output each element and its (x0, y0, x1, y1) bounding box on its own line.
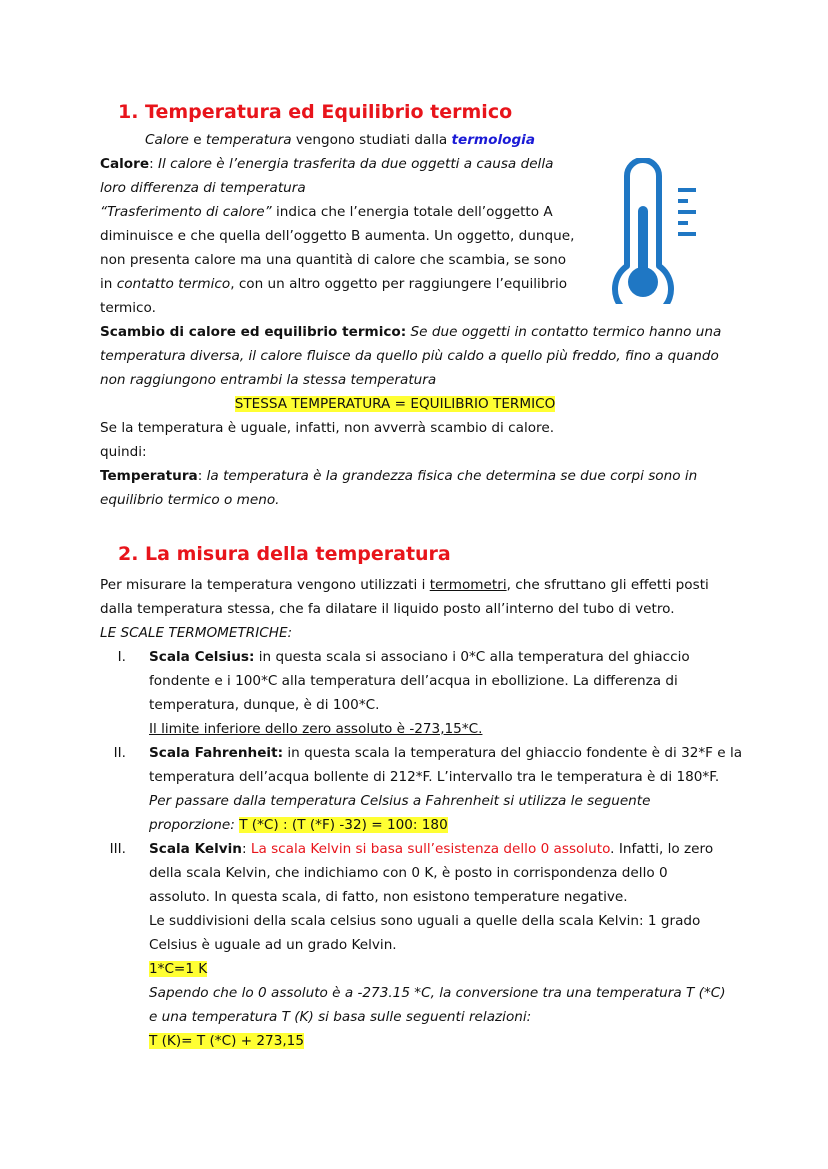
text-segment: “Trasferimento di calore” (100, 204, 272, 220)
text-segment: : (149, 156, 158, 172)
text-segment: : (241, 841, 251, 857)
text-line (100, 597, 740, 621)
text-line (100, 981, 740, 1005)
text-segment: Celsius è uguale ad un grado Kelvin. (149, 937, 397, 953)
list-numeral: I. (117, 649, 126, 665)
text-line (100, 717, 740, 741)
text-segment: temperatura dell’acqua bollente di 212*F. L’intervallo tra le temperatura è di 180*F. (149, 769, 720, 785)
text-segment: indica che l’energia totale dell’oggetto A (271, 204, 553, 220)
text-line (100, 392, 690, 416)
text-line (100, 909, 740, 933)
text-segment: la temperatura è la grandezza fisica che determina se due corpi sono in (206, 468, 698, 484)
text-line (100, 573, 740, 597)
text-line (100, 464, 740, 488)
text-segment: . Infatti, lo zero (610, 841, 714, 857)
text-segment: in (100, 276, 117, 292)
text-segment: , che sfruttano gli effetti posti (506, 577, 709, 593)
section-2-body (100, 573, 743, 1053)
section-2-heading: 2. La misura della temperatura (118, 543, 451, 565)
text-line (100, 645, 740, 669)
text-segment: La scala Kelvin si basa sull’esistenza dello 0 assoluto (250, 841, 611, 857)
text-segment: quindi: (100, 444, 147, 460)
text-segment: Calore (100, 156, 150, 172)
text-segment: Per misurare la temperatura vengono utilizzati i (100, 577, 430, 593)
list-numeral: II. (113, 745, 126, 761)
list-numeral: III. (109, 841, 126, 857)
text-line (100, 741, 743, 765)
text-line (100, 1029, 740, 1053)
text-segment: Se la temperatura è uguale, infatti, non avverrà scambio di calore. (100, 420, 555, 436)
text-segment: equilibrio termico o meno. (100, 492, 280, 508)
text-segment: temperatura (205, 132, 292, 148)
text-segment: Le suddivisioni della scala celsius sono uguali a quelle della scala Kelvin: 1 grado (149, 913, 701, 929)
text-segment: , con un altro oggetto per raggiungere l’equilibrio (230, 276, 568, 292)
text-segment: non raggiungono entrambi la stessa temperatura (100, 372, 437, 388)
text-segment: in questa scala la temperatura del ghiaccio fondente è di 32*F e la (283, 745, 743, 761)
text-segment: Temperatura (100, 468, 198, 484)
text-segment: Scambio di calore ed equilibrio termico: (100, 324, 407, 340)
text-segment: dalla temperatura stessa, che fa dilatare il liquido posto all’interno del tubo di vetro. (100, 601, 675, 617)
text-segment: in questa scala si associano i 0*C alla temperatura del ghiaccio (254, 649, 690, 665)
text-segment: contatto termico (116, 276, 231, 292)
text-segment: assoluto. In questa scala, di fatto, non esistono temperature negative. (149, 889, 628, 905)
text-segment: T (K)= T (*C) + 273,15 (149, 1033, 304, 1049)
text-segment: Il calore è l’energia trasferita da due oggetti a causa della (157, 156, 554, 172)
text-line (100, 813, 740, 837)
term-link: termologia (451, 132, 536, 148)
text-line (100, 368, 740, 392)
text-line (100, 933, 740, 957)
text-segment: proporzione: (149, 817, 240, 833)
text-segment: e (188, 132, 206, 148)
text-segment: Scala Celsius: (149, 649, 255, 665)
text-segment: Scala Fahrenheit: (149, 745, 284, 761)
text-segment: loro differenza di temperatura (100, 180, 306, 196)
text-segment: STESSA TEMPERATURA = EQUILIBRIO TERMICO (234, 396, 556, 412)
text-line (100, 1005, 740, 1029)
text-segment: Per passare dalla temperatura Celsius a Fahrenheit si utilizza le seguente (149, 793, 651, 809)
text-line (100, 765, 740, 789)
text-segment: Sapendo che lo 0 assoluto è a -273.15 *C, la conversione tra una temperatura T (*C) (149, 985, 726, 1001)
text-segment: temperatura, dunque, è di 100*C. (149, 697, 380, 713)
text-line (100, 837, 740, 861)
text-line (100, 621, 740, 645)
text-segment: fondente e i 100*C alla temperatura dell’acqua in ebollizione. La differenza di (149, 673, 678, 689)
text-segment: : (197, 468, 207, 484)
text-segment: 1*C=1 K (149, 961, 208, 977)
text-line (100, 128, 740, 152)
text-segment: e una temperatura T (K) si basa sulle seguenti relazioni: (149, 1009, 532, 1025)
text-line (100, 861, 740, 885)
text-line (100, 669, 740, 693)
section-1-heading: 1. Temperatura ed Equilibrio termico (118, 101, 513, 123)
text-line (100, 416, 740, 440)
text-segment: Calore (145, 132, 189, 148)
text-line (100, 488, 740, 512)
text-line (100, 693, 740, 717)
text-line (100, 344, 740, 368)
text-segment: temperatura diversa, il calore fluisce da quello più caldo a quello più freddo, fino a quando (100, 348, 719, 364)
text-line (100, 885, 740, 909)
text-segment: LE SCALE TERMOMETRICHE: (100, 625, 293, 641)
text-line (100, 957, 740, 981)
text-segment: Il limite inferiore dello zero assoluto è -273,15*C. (149, 721, 483, 737)
text-segment: della scala Kelvin, che indichiamo con 0 K, è posto in corrispondenza dello 0 (149, 865, 668, 881)
text-line (100, 440, 740, 464)
text-line (100, 789, 740, 813)
text-line (100, 320, 740, 344)
text-segment: Scala Kelvin (149, 841, 242, 857)
thermometer-icon (610, 158, 702, 304)
text-segment: non presenta calore ma una quantità di calore che scambia, se sono (100, 252, 567, 268)
text-segment: termico. (100, 300, 156, 316)
text-segment: T (*C) : (T (*F) -32) = 100: 180 (239, 817, 448, 833)
text-segment: diminuisce e che quella dell’oggetto B aumenta. Un oggetto, dunque, (100, 228, 575, 244)
text-segment: Se due oggetti in contatto termico hanno una (410, 324, 722, 340)
text-segment: vengono studiati dalla (291, 132, 452, 148)
text-segment: termometri (429, 577, 507, 593)
